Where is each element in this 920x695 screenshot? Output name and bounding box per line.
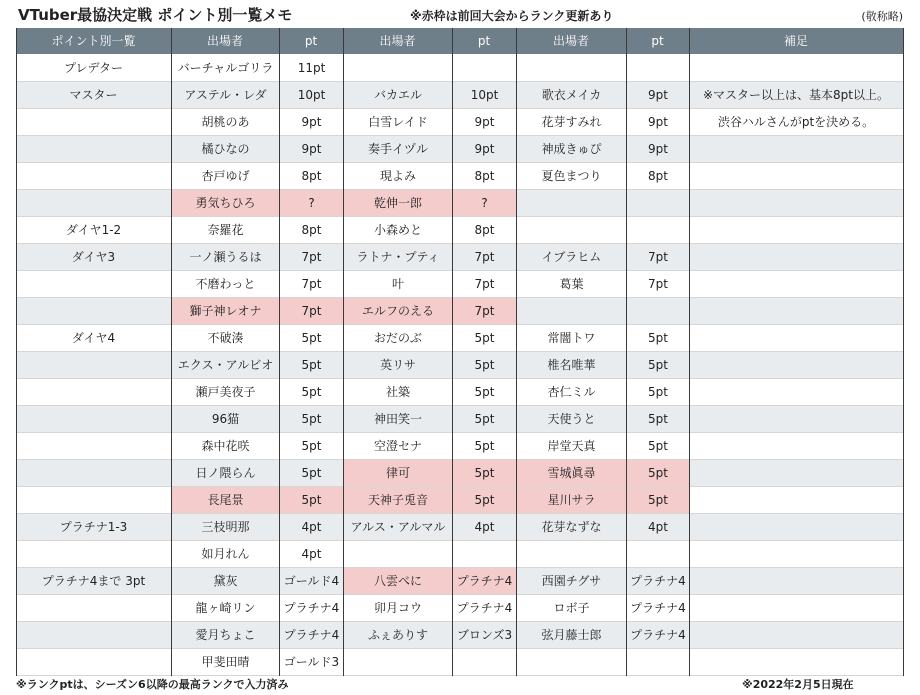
participant-name[interactable]	[517, 298, 626, 325]
participant-pt[interactable]	[627, 190, 689, 217]
tier-label: プラチナ4まで 3pt	[41, 574, 146, 588]
participant-name[interactable]: アルス・アルマル	[350, 520, 446, 534]
participant-name[interactable]: 甲斐田晴	[201, 655, 250, 669]
participant-pt[interactable]: 7pt	[301, 250, 322, 264]
footer-rank-note: ※ランクptは、シーズン6以降の最高ランクで入力済み	[16, 678, 289, 691]
participant-name[interactable]: 英リサ	[380, 358, 416, 372]
participant-pt[interactable]: 4pt	[301, 547, 322, 561]
participant-pt[interactable]: ?	[280, 190, 343, 217]
participant-name[interactable]	[517, 541, 626, 568]
participant-pt[interactable]: 5pt	[474, 358, 495, 372]
participant-pt[interactable]: 9pt	[648, 115, 668, 129]
participant-pt[interactable]: 5pt	[627, 487, 689, 514]
participant-pt[interactable]: 5pt	[474, 331, 495, 345]
participant-pt[interactable]: 5pt	[474, 439, 495, 453]
participant-name[interactable]: 乾伸一郎	[344, 190, 452, 217]
tier-label: ダイヤ1-2	[65, 223, 122, 237]
participant-pt[interactable]: 9pt	[474, 142, 495, 156]
participant-pt[interactable]	[453, 55, 516, 82]
participant-name[interactable]: 八雲べに	[344, 568, 452, 595]
column-divider	[626, 28, 627, 676]
supplement-note	[689, 514, 903, 541]
participant-pt[interactable]: 7pt	[648, 250, 668, 264]
supplement-note	[689, 298, 903, 325]
tier-label	[16, 460, 171, 487]
participant-pt[interactable]: 4pt	[474, 520, 495, 534]
participant-name[interactable]: 白雪レイド	[368, 115, 428, 129]
supplement-note: 渋谷ハルさんがptを決める。	[717, 115, 875, 129]
tier-label	[16, 109, 171, 136]
participant-pt[interactable]: プラチナ4	[630, 601, 686, 615]
participant-name[interactable]	[344, 55, 452, 82]
participant-pt[interactable]: 7pt	[474, 277, 495, 291]
supplement-note	[689, 352, 903, 379]
participant-name[interactable]	[517, 217, 626, 244]
supplement-note	[689, 244, 903, 271]
supplement-note	[689, 217, 903, 244]
participant-name[interactable]: 神田笑一	[373, 412, 422, 426]
participant-name[interactable]: 森中花咲	[201, 439, 250, 453]
participant-name[interactable]: 花芽なずな	[541, 520, 602, 534]
supplement-note	[689, 433, 903, 460]
participant-pt[interactable]: 7pt	[453, 298, 516, 325]
participant-name[interactable]: 不破湊	[207, 331, 244, 345]
participant-name[interactable]: 奈羅花	[207, 223, 244, 237]
participant-name[interactable]: 日ノ隈らん	[195, 466, 256, 480]
tier-label	[16, 595, 171, 622]
tier-label	[16, 379, 171, 406]
participant-name[interactable]: 勇気ちひろ	[172, 190, 279, 217]
participant-pt[interactable]: プラチナ4	[453, 568, 516, 595]
participant-pt[interactable]: 5pt	[474, 385, 495, 399]
participant-pt[interactable]	[627, 298, 689, 325]
participant-pt[interactable]: 9pt	[301, 142, 322, 156]
tier-label	[16, 433, 171, 460]
supplement-note	[689, 325, 903, 352]
participant-name[interactable]: 雪城眞尋	[517, 460, 626, 487]
participant-name[interactable]: 96猫	[211, 412, 240, 426]
participant-pt[interactable]: プラチナ4	[630, 628, 686, 642]
participant-pt[interactable]: 5pt	[453, 460, 516, 487]
supplement-note	[689, 163, 903, 190]
participant-name[interactable]: 律可	[344, 460, 452, 487]
participant-name[interactable]: 奏手イヅル	[367, 142, 428, 156]
participant-pt[interactable]: ゴールド4	[283, 574, 340, 588]
participant-pt[interactable]: 8pt	[474, 169, 495, 183]
participant-name[interactable]: 杏戸ゆげ	[201, 169, 250, 183]
participant-name[interactable]: 一ノ瀬うるは	[189, 250, 262, 264]
participant-pt[interactable]: 9pt	[474, 115, 495, 129]
footer-date: ※2022年2月5日現在	[742, 678, 854, 691]
participant-pt[interactable]: 10pt	[470, 88, 499, 102]
sheet-title: VTuber最協決定戦 ポイント別一覧メモ	[18, 6, 293, 24]
participant-name[interactable]: 椎名唯華	[547, 358, 596, 372]
column-header: 補足	[689, 28, 903, 54]
column-header: pt	[279, 28, 343, 54]
column-divider	[516, 28, 517, 676]
participant-name[interactable]	[517, 190, 626, 217]
supplement-note	[689, 136, 903, 163]
participant-pt[interactable]: 5pt	[301, 439, 322, 453]
participant-name[interactable]: イブラヒム	[541, 250, 602, 264]
honorific-note: (敬称略)	[861, 10, 903, 23]
participant-name[interactable]: エルフのえる	[344, 298, 452, 325]
column-divider	[452, 28, 453, 676]
participant-name[interactable]: 神成きゅぴ	[541, 142, 602, 156]
participant-pt[interactable]: 7pt	[301, 277, 322, 291]
participant-name[interactable]: 西園チグサ	[541, 574, 602, 588]
tier-label: プレデター	[64, 61, 123, 75]
participant-name[interactable]: 空澄セナ	[373, 439, 422, 453]
supplement-note	[689, 622, 903, 649]
tier-label: マスター	[69, 88, 118, 102]
tier-label	[16, 352, 171, 379]
participant-name[interactable]: 三枝明那	[201, 520, 250, 534]
column-divider	[689, 28, 690, 676]
tier-label	[16, 298, 171, 325]
participant-name[interactable]	[517, 649, 626, 676]
supplement-note	[689, 568, 903, 595]
participant-pt[interactable]: 5pt	[648, 385, 668, 399]
participant-pt[interactable]: 5pt	[648, 331, 668, 345]
tier-label	[16, 487, 171, 514]
tier-label: プラチナ1-3	[59, 520, 128, 534]
participant-pt[interactable]: 5pt	[301, 358, 322, 372]
column-divider	[171, 28, 172, 676]
participant-pt[interactable]: 5pt	[301, 412, 322, 426]
column-header: pt	[626, 28, 689, 54]
participant-name[interactable]: 杏仁ミル	[547, 385, 596, 399]
participant-pt[interactable]: 7pt	[474, 250, 495, 264]
participant-name[interactable]: ロボ子	[553, 601, 590, 615]
supplement-note	[689, 55, 903, 82]
participant-name[interactable]: 小森めと	[373, 223, 422, 237]
row-divider	[16, 675, 903, 676]
participant-name[interactable]	[344, 649, 452, 676]
supplement-note	[689, 271, 903, 298]
supplement-note: ※マスター以上は、基本8pt以上。	[702, 88, 889, 102]
supplement-note	[689, 190, 903, 217]
column-divider	[16, 28, 17, 676]
participant-name[interactable]: 獅子神レオナ	[172, 298, 279, 325]
participant-pt[interactable]: 8pt	[301, 223, 322, 237]
column-header: 出場者	[516, 28, 626, 54]
participant-pt[interactable]	[627, 649, 689, 676]
participant-pt[interactable]: 5pt	[453, 487, 516, 514]
participant-name[interactable]: 葛葉	[559, 277, 584, 291]
supplement-note	[689, 487, 903, 514]
participant-name[interactable]: 不磨わっと	[195, 277, 256, 291]
column-header: 出場者	[343, 28, 452, 54]
supplement-note	[689, 649, 903, 676]
participant-name[interactable]	[344, 541, 452, 568]
participant-name[interactable]: 夏色まつり	[541, 169, 602, 183]
participant-pt[interactable]	[627, 541, 689, 568]
participant-name[interactable]: 天使うと	[547, 412, 596, 426]
participant-pt[interactable]: 8pt	[648, 169, 668, 183]
participant-pt[interactable]: 9pt	[648, 142, 668, 156]
tier-label	[16, 541, 171, 568]
participant-pt[interactable]: 5pt	[627, 460, 689, 487]
tier-label	[16, 136, 171, 163]
participant-pt[interactable]: プラチナ4	[283, 601, 340, 615]
participant-pt[interactable]: 5pt	[301, 466, 322, 480]
participant-pt[interactable]: 9pt	[648, 88, 668, 102]
participant-pt[interactable]: 5pt	[301, 385, 322, 399]
tier-label	[16, 271, 171, 298]
tier-label	[16, 622, 171, 649]
participant-name[interactable]: バーチャルゴリラ	[177, 61, 274, 75]
participant-pt[interactable]: 5pt	[301, 331, 322, 345]
participant-name[interactable]: 岸堂天真	[547, 439, 596, 453]
participant-pt[interactable]: 4pt	[648, 520, 668, 534]
participant-pt[interactable]: 7pt	[648, 277, 668, 291]
participant-pt[interactable]: 5pt	[474, 412, 495, 426]
participant-name[interactable]: 長尾景	[172, 487, 279, 514]
participant-pt[interactable]: 5pt	[648, 439, 668, 453]
column-header: 出場者	[171, 28, 279, 54]
participant-pt[interactable]: 5pt	[648, 358, 668, 372]
participant-pt[interactable]: 11pt	[297, 61, 326, 75]
supplement-note	[689, 460, 903, 487]
participant-pt[interactable]: プラチナ4	[456, 601, 513, 615]
participant-pt[interactable]	[627, 55, 689, 82]
participant-name[interactable]: 天神子兎音	[344, 487, 452, 514]
participant-name[interactable]: 現よみ	[379, 169, 416, 183]
participant-name[interactable]: 如月れん	[201, 547, 250, 561]
column-divider	[343, 28, 344, 676]
tier-label	[16, 190, 171, 217]
supplement-note	[689, 595, 903, 622]
column-header: pt	[452, 28, 516, 54]
participant-pt[interactable]: ?	[453, 190, 516, 217]
participant-pt[interactable]: ブロンズ3	[456, 628, 513, 642]
participant-name[interactable]: 弦月藤士郎	[541, 628, 602, 642]
participant-pt[interactable]: ゴールド3	[283, 655, 340, 669]
participant-name[interactable]: 胡桃のあ	[201, 115, 250, 129]
participant-name[interactable]: 社築	[385, 385, 410, 399]
participant-pt[interactable]: プラチナ4	[283, 628, 340, 642]
participant-name[interactable]	[517, 55, 626, 82]
participant-pt[interactable]: プラチナ4	[630, 574, 686, 588]
column-divider	[903, 28, 904, 676]
participant-name[interactable]: 星川サラ	[517, 487, 626, 514]
participant-name[interactable]: 叶	[391, 277, 404, 291]
column-header: ポイント別一覧	[16, 28, 171, 54]
participant-name[interactable]: 愛月ちょこ	[195, 628, 256, 642]
participant-name[interactable]: 花芽すみれ	[541, 115, 602, 129]
participant-pt[interactable]: 9pt	[301, 115, 322, 129]
tier-label: ダイヤ4	[71, 331, 116, 345]
participant-pt[interactable]: 5pt	[648, 412, 668, 426]
participant-pt[interactable]	[453, 649, 516, 676]
supplement-note	[689, 541, 903, 568]
tier-label: ダイヤ3	[71, 250, 116, 264]
participant-pt[interactable]	[627, 217, 689, 244]
supplement-note	[689, 406, 903, 433]
participant-name[interactable]: ラトナ・プティ	[356, 250, 440, 264]
participant-pt[interactable]: 4pt	[301, 520, 322, 534]
participant-name[interactable]: 瀬戸美夜子	[195, 385, 256, 399]
participant-pt[interactable]: 7pt	[280, 298, 343, 325]
participant-name[interactable]: エクス・アルビオ	[177, 358, 274, 372]
participant-name[interactable]: 龍ヶ崎リン	[195, 601, 256, 615]
participant-name[interactable]: 歌衣メイカ	[541, 88, 602, 102]
supplement-note	[689, 379, 903, 406]
participant-name[interactable]: 卯月コウ	[373, 601, 422, 615]
tier-label	[16, 406, 171, 433]
participant-pt[interactable]: 10pt	[297, 88, 326, 102]
column-divider	[279, 28, 280, 676]
participant-name[interactable]: 黛灰	[213, 574, 238, 588]
participant-pt[interactable]: 8pt	[474, 223, 495, 237]
participant-name[interactable]: 橘ひなの	[201, 142, 250, 156]
tier-label	[16, 163, 171, 190]
participant-name[interactable]: バカエル	[373, 88, 422, 102]
participant-pt[interactable]	[453, 541, 516, 568]
participant-pt[interactable]: 8pt	[301, 169, 322, 183]
red-frame-notice: ※赤枠は前回大会からランク更新あり	[410, 9, 614, 23]
participant-name[interactable]: ふぇありす	[367, 628, 428, 642]
participant-name[interactable]: 常闇トワ	[547, 331, 596, 345]
participant-pt[interactable]: 5pt	[280, 487, 343, 514]
participant-name[interactable]: アステル・レダ	[184, 88, 267, 102]
tier-label	[16, 649, 171, 676]
participant-name[interactable]: おだのぶ	[373, 331, 422, 345]
